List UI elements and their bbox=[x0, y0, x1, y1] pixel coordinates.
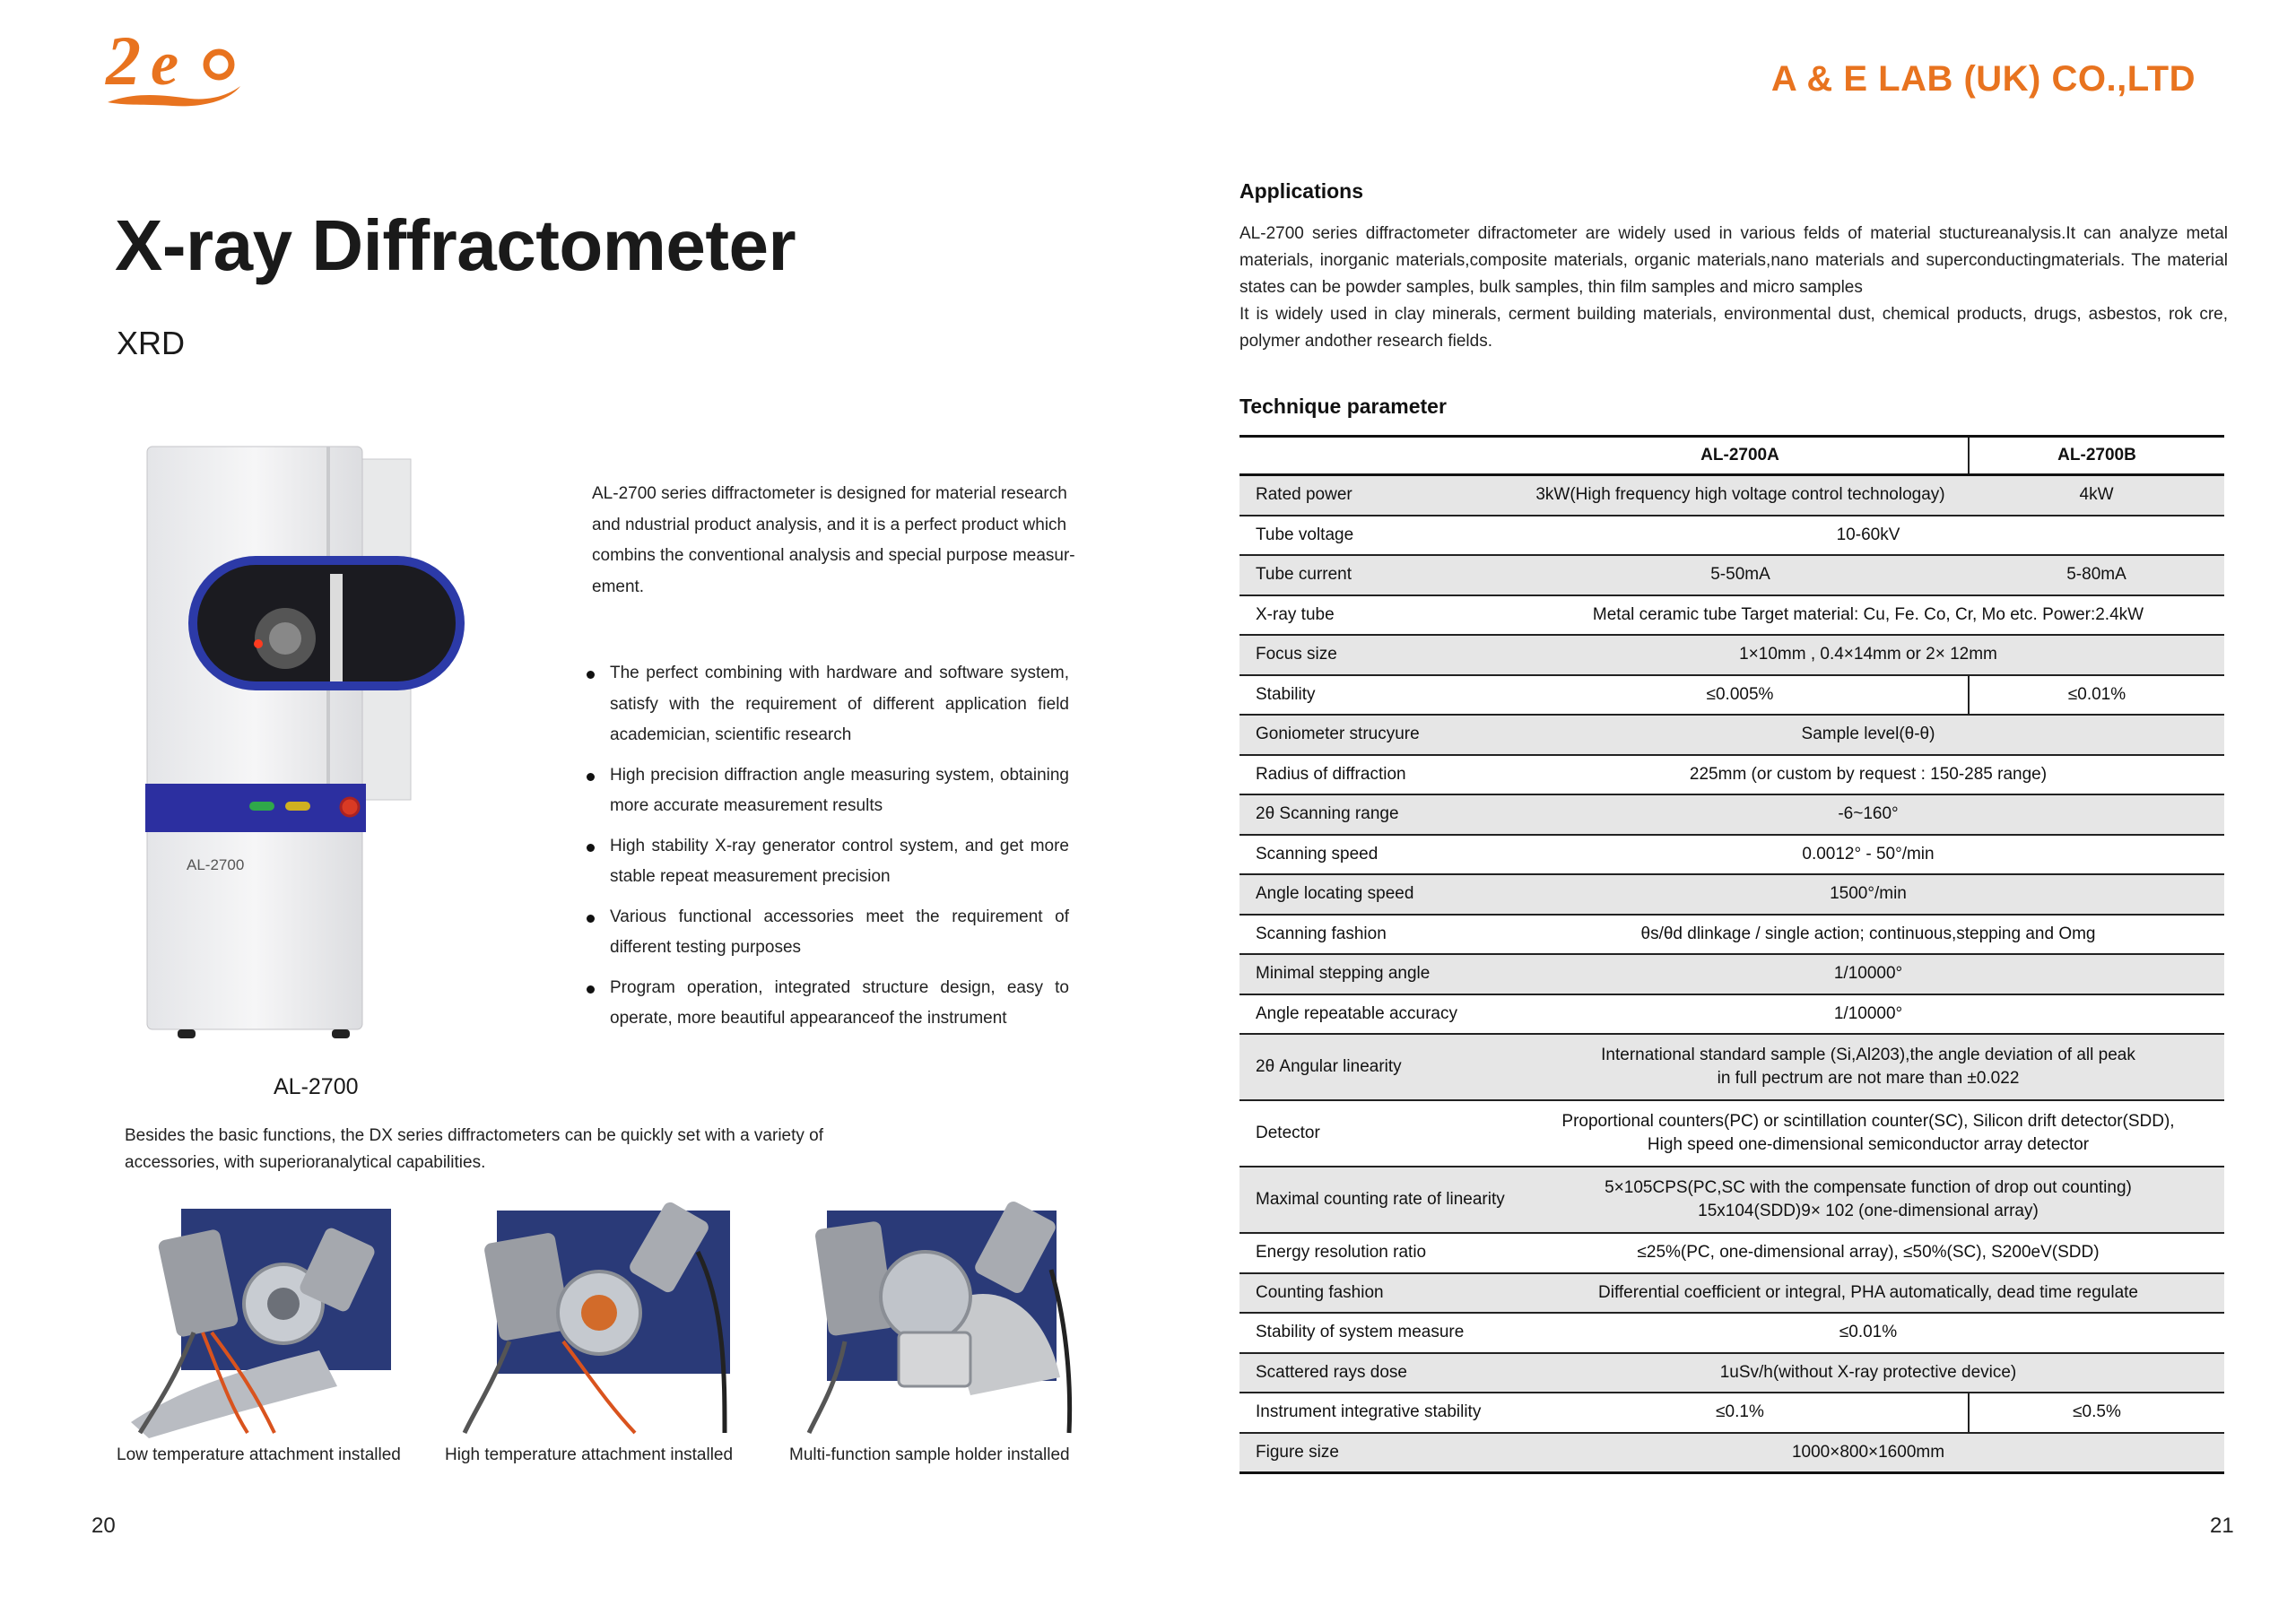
value-both: 1/10000° bbox=[1512, 954, 2224, 994]
bullet-icon bbox=[587, 985, 595, 994]
value-both: International standard sample (Si,Al203),the angle deviation of all peak in full pectrum are not mare than ±0.022 bbox=[1512, 1034, 2224, 1100]
value-both: Differential coefficient or integral, PHA automatically, dead time regulate bbox=[1512, 1273, 2224, 1314]
table-row bbox=[1239, 675, 2224, 716]
value-a: ≤0.1% bbox=[1512, 1393, 1969, 1433]
intro-paragraph: AL-2700 series diffractometer is designed for material research and ndustrial product analysis, and it is a perfect product which combins the conventional analysis and special purpose measur-ement. bbox=[592, 484, 1075, 596]
param-name: Stability bbox=[1239, 675, 1512, 716]
param-name: Figure size bbox=[1239, 1433, 1512, 1473]
high-temp-attachment-image bbox=[456, 1198, 757, 1442]
param-name: 2θ Angular linearity bbox=[1239, 1034, 1512, 1100]
value-both: ≤0.01% bbox=[1512, 1313, 2224, 1353]
param-name: Counting fashion bbox=[1239, 1273, 1512, 1314]
page-number-left: 20 bbox=[91, 1514, 116, 1538]
value-both: 10-60kV bbox=[1512, 516, 2224, 556]
param-name: Minimal stepping angle bbox=[1239, 954, 1512, 994]
table-row bbox=[1239, 635, 2224, 675]
param-name: Tube voltage bbox=[1239, 516, 1512, 556]
value-both: -6~160° bbox=[1512, 794, 2224, 835]
list-item: High precision diffraction angle measuring system, obtaining more accurate measurement results bbox=[585, 760, 1069, 822]
table-row bbox=[1239, 915, 2224, 955]
table-row bbox=[1239, 715, 2224, 755]
svg-text:2: 2 bbox=[106, 22, 141, 100]
value-b: 4kW bbox=[1969, 475, 2224, 516]
value-both: 5×105CPS(PC,SC with the compensate function of drop out counting) 15x104(SDD)9× 102 (one-dimensional array) bbox=[1512, 1167, 2224, 1233]
multi-function-holder-image bbox=[791, 1198, 1080, 1442]
header-al-2700a: AL-2700A bbox=[1512, 437, 1969, 475]
value-both: Proportional counters(PC) or scintillation counter(SC), Silicon drift detector(SDD), High speed one-dimensional semiconductor array detector bbox=[1512, 1100, 2224, 1167]
applications-heading: Applications bbox=[1239, 179, 1364, 203]
value-both: 1×10mm , 0.4×14mm or 2× 12mm bbox=[1512, 635, 2224, 675]
list-item: The perfect combining with hardware and software system, satisfy with the requirement of different application field academician, scientific research bbox=[585, 658, 1069, 751]
param-name: Scanning speed bbox=[1239, 835, 1512, 875]
value-a: ≤0.005% bbox=[1512, 675, 1969, 716]
param-name: Scanning fashion bbox=[1239, 915, 1512, 955]
machine-caption: AL-2700 bbox=[274, 1074, 359, 1099]
accessories-intro: Besides the basic functions, the DX series diffractometers can be quickly set with a variety of accessories, with superioranalytical capabilities. bbox=[125, 1126, 824, 1172]
table-row bbox=[1239, 835, 2224, 875]
bullet-icon bbox=[587, 915, 595, 923]
value-both: ≤25%(PC, one-dimensional array), ≤50%(SC), S200eV(SDD) bbox=[1512, 1233, 2224, 1273]
table-row bbox=[1239, 1313, 2224, 1353]
param-name: Stability of system measure bbox=[1239, 1313, 1512, 1353]
value-both: 1500°/min bbox=[1512, 874, 2224, 915]
table-row bbox=[1239, 1233, 2224, 1273]
table-row bbox=[1239, 1433, 2224, 1473]
accessory-caption: Low temperature attachment installed bbox=[117, 1445, 401, 1464]
value-both: 225mm (or custom by request : 150-285 range) bbox=[1512, 755, 2224, 795]
param-name: Scattered rays dose bbox=[1239, 1353, 1512, 1393]
value-a: 3kW(High frequency high voltage control technologay) bbox=[1512, 475, 1969, 516]
param-name: Energy resolution ratio bbox=[1239, 1233, 1512, 1273]
accessory-caption: Multi-function sample holder installed bbox=[789, 1445, 1070, 1464]
param-name: Goniometer strucyure bbox=[1239, 715, 1512, 755]
list-item: High stability X-ray generator control system, and get more stable repeat measurement precision bbox=[585, 831, 1069, 893]
value-both: 0.0012° - 50°/min bbox=[1512, 835, 2224, 875]
table-row bbox=[1239, 755, 2224, 795]
param-name: 2θ Scanning range bbox=[1239, 794, 1512, 835]
param-name: Rated power bbox=[1239, 475, 1512, 516]
header-al-2700b: AL-2700B bbox=[1969, 437, 2224, 475]
value-both: θs/θd dlinkage / single action; continuous,stepping and Omg bbox=[1512, 915, 2224, 955]
table-row bbox=[1239, 874, 2224, 915]
value-both: Sample level(θ-θ) bbox=[1512, 715, 2224, 755]
value-both: 1uSv/h(without X-ray protective device) bbox=[1512, 1353, 2224, 1393]
table-row bbox=[1239, 954, 2224, 994]
technique-heading: Technique parameter bbox=[1239, 395, 1447, 418]
table-row bbox=[1239, 1353, 2224, 1393]
value-both: 1000×800×1600mm bbox=[1512, 1433, 2224, 1473]
param-name: Angle locating speed bbox=[1239, 874, 1512, 915]
page-title: X-ray Diffractometer bbox=[115, 205, 796, 285]
param-name: X-ray tube bbox=[1239, 595, 1512, 636]
value-both: Metal ceramic tube Target material: Cu, Fe. Co, Cr, Mo etc. Power:2.4kW bbox=[1512, 595, 2224, 636]
spec-table bbox=[1239, 435, 2224, 1474]
table-row bbox=[1239, 1273, 2224, 1314]
value-a: 5-50mA bbox=[1512, 555, 1969, 595]
svg-text:e: e bbox=[151, 30, 179, 99]
table-header-row bbox=[1239, 437, 2224, 475]
table-row bbox=[1239, 1167, 2224, 1233]
value-b: ≤0.5% bbox=[1969, 1393, 2224, 1433]
table-row bbox=[1239, 1100, 2224, 1167]
table-row bbox=[1239, 516, 2224, 556]
header-param bbox=[1239, 437, 1512, 475]
param-name: Angle repeatable accuracy bbox=[1239, 994, 1512, 1035]
bullet-icon bbox=[587, 773, 595, 781]
table-row bbox=[1239, 1034, 2224, 1100]
page-subtitle: XRD bbox=[117, 325, 186, 361]
table-row bbox=[1239, 794, 2224, 835]
list-item: Program operation, integrated structure design, easy to operate, more beautiful appearanceof the instrument bbox=[585, 973, 1069, 1035]
list-item: Various functional accessories meet the requirement of different testing purposes bbox=[585, 902, 1069, 964]
param-name: Tube current bbox=[1239, 555, 1512, 595]
company-logo-icon bbox=[100, 20, 244, 109]
feature-list bbox=[585, 658, 1069, 1044]
low-temp-attachment-image bbox=[113, 1198, 409, 1442]
table-row bbox=[1239, 475, 2224, 516]
applications-text bbox=[1239, 221, 2228, 355]
value-b: ≤0.01% bbox=[1969, 675, 2224, 716]
bullet-icon bbox=[587, 844, 595, 852]
company-name: A & E LAB (UK) CO.,LTD bbox=[1770, 59, 2196, 99]
svg-text:AL-2700: AL-2700 bbox=[187, 856, 245, 873]
page-number-right: 21 bbox=[2210, 1514, 2234, 1538]
applications-paragraph: AL-2700 series diffractometer difractometer are widely used in various felds of material stuctureanalysis.It can analyze metal materials, inorganic materials,composite materials, organic materials,nano materials and superconductingmaterials. The material states can be powder samples, bulk samples, thin film samples and micro samples bbox=[1239, 224, 2228, 297]
table-row bbox=[1239, 595, 2224, 636]
value-b: 5-80mA bbox=[1969, 555, 2224, 595]
param-name: Instrument integrative stability bbox=[1239, 1393, 1512, 1433]
applications-paragraph: It is widely used in clay minerals, cerment building materials, environmental dust, chemical products, drugs, asbestos, rok cre, polymer andother research fields. bbox=[1239, 305, 2228, 351]
param-name: Radius of diffraction bbox=[1239, 755, 1512, 795]
param-name: Detector bbox=[1239, 1100, 1512, 1167]
param-name: Focus size bbox=[1239, 635, 1512, 675]
bullet-icon bbox=[587, 671, 595, 679]
table-row bbox=[1239, 1393, 2224, 1433]
table-row bbox=[1239, 994, 2224, 1035]
table-row bbox=[1239, 555, 2224, 595]
value-both: 1/10000° bbox=[1512, 994, 2224, 1035]
param-name: Maximal counting rate of linearity bbox=[1239, 1167, 1512, 1233]
xrd-machine-image bbox=[142, 439, 536, 1040]
accessory-caption: High temperature attachment installed bbox=[445, 1445, 734, 1464]
